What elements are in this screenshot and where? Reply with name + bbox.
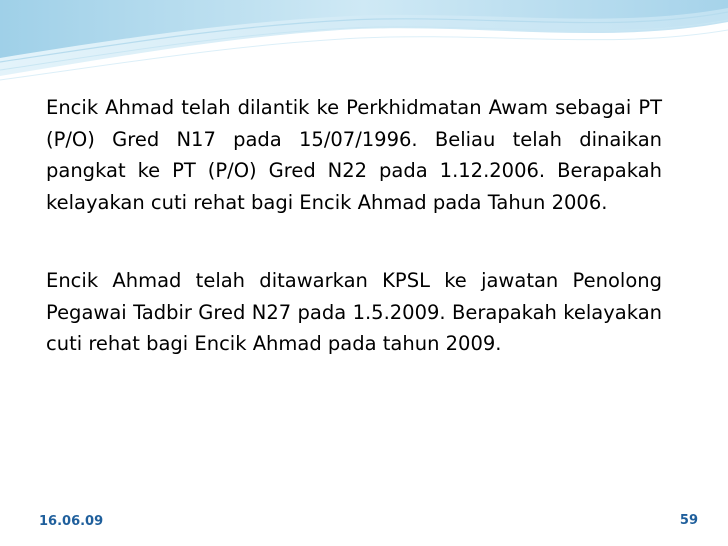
- footer-date: 16.06.09: [39, 514, 104, 529]
- question-paragraph-2: Encik Ahmad telah ditawarkan KPSL ke jawatan Penolong Pegawai Tadbir Gred N27 pada 1.5.2009. Berapakah kelayakan cuti rehat bagi Encik Ahmad pada tahun 2009.: [46, 269, 662, 355]
- header-wave-decoration: [0, 0, 728, 100]
- question-paragraph-1: Encik Ahmad telah dilantik ke Perkhidmatan Awam sebagai PT (P/O) Gred N17 pada 15/07/1996. Beliau telah dinaikan pangkat ke PT (P/O) Gred N22 pada 1.12.2006. Berapakah kelayakan cuti rehat bagi Encik Ahmad pada Tahun 2006.: [46, 96, 662, 214]
- page-number: 59: [679, 513, 698, 528]
